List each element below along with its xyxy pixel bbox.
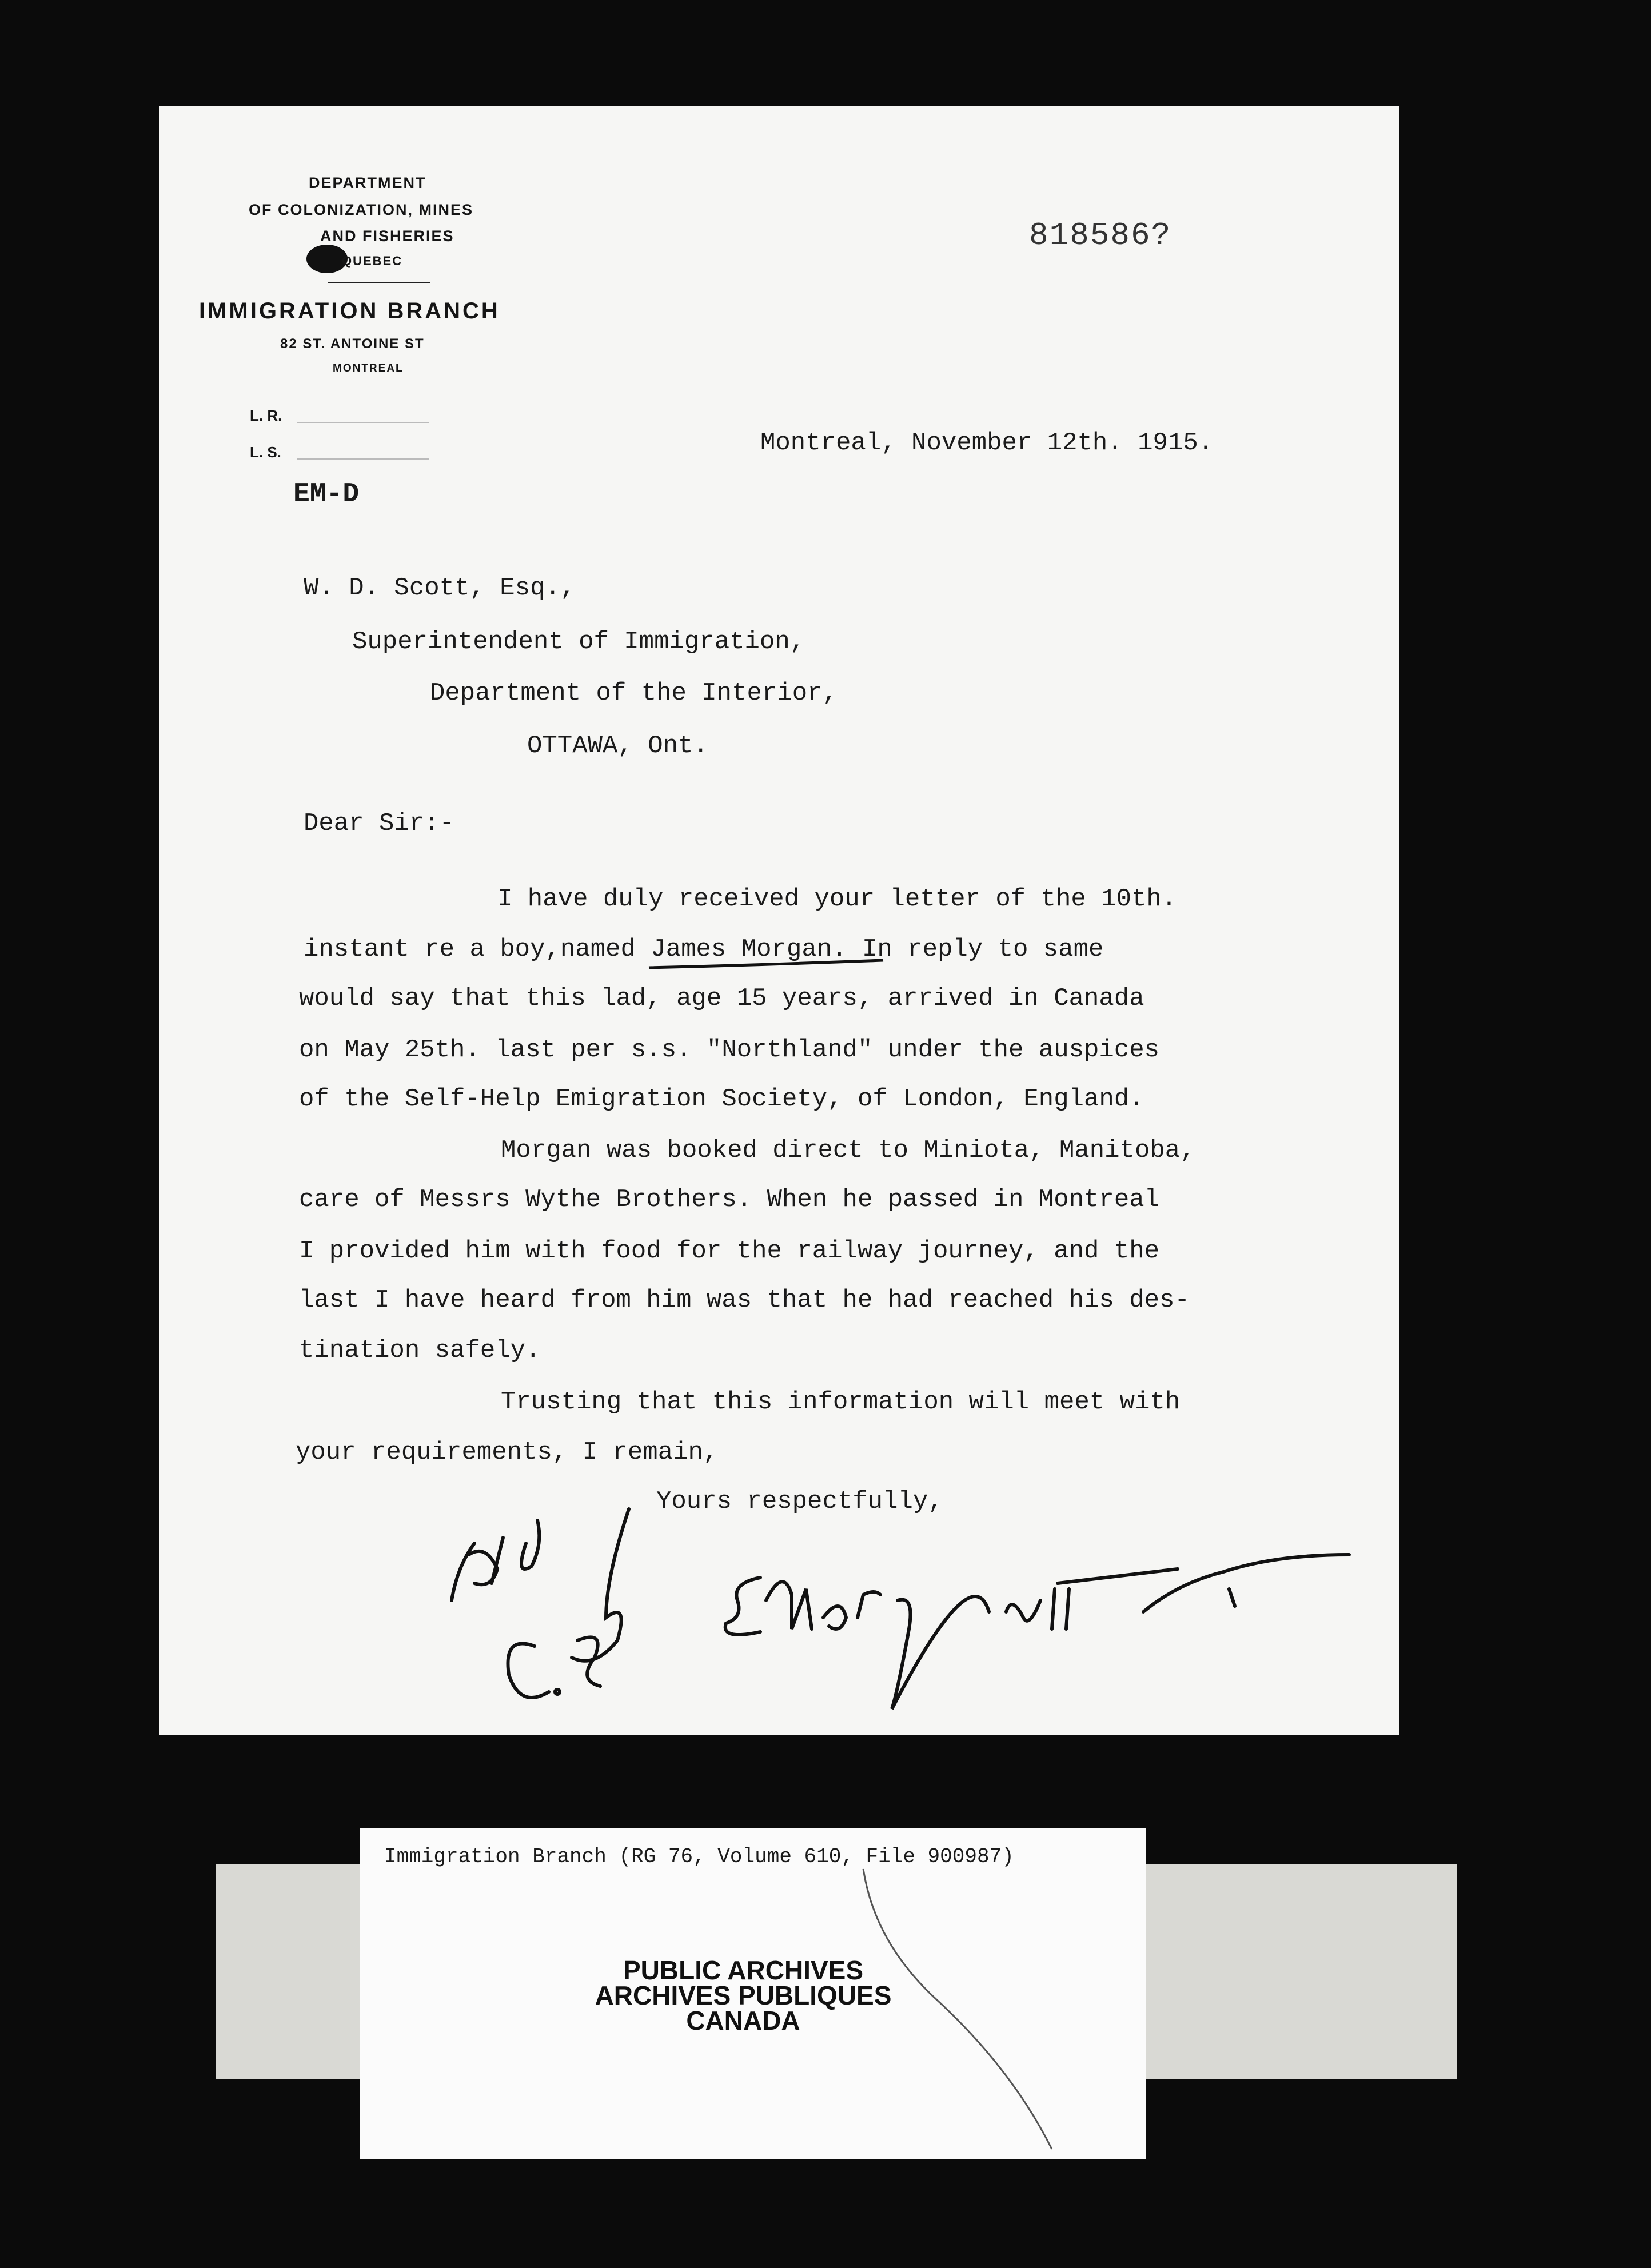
body-line: Trusting that this information will meet with bbox=[501, 1388, 1181, 1416]
salutation: Dear Sir:- bbox=[304, 809, 455, 838]
letterhead-dept-line3: AND FISHERIES bbox=[320, 227, 454, 245]
body-line: last I have heard from him was that he had reached his des- bbox=[299, 1286, 1190, 1315]
letterhead-branch: IMMIGRATION BRANCH bbox=[199, 298, 500, 324]
date-line: Montreal, November 12th. 1915. bbox=[760, 429, 1214, 457]
archive-reference: Immigration Branch (RG 76, Volume 610, File 900987) bbox=[384, 1845, 1014, 1868]
letterhead-dept-line1: DEPARTMENT bbox=[309, 174, 426, 191]
body-line: of the Self-Help Emigration Society, of London, England. bbox=[299, 1085, 1144, 1113]
body-line: would say that this lad, age 15 years, arrived in Canada bbox=[299, 984, 1144, 1013]
letterhead-city: MONTREAL bbox=[333, 362, 404, 374]
archive-stamp-line3: CANADA bbox=[686, 2006, 800, 2035]
lr-label: L. R. bbox=[250, 407, 282, 424]
letterhead-dept-line4: QUEBEC bbox=[342, 254, 403, 268]
body-line: I have duly received your letter of the 10th. bbox=[497, 885, 1177, 913]
body-line: on May 25th. last per s.s. "Northland" under the auspices bbox=[299, 1036, 1160, 1064]
archive-stamp-line1: PUBLIC ARCHIVES bbox=[623, 1955, 863, 1985]
body-line: tination safely. bbox=[299, 1336, 541, 1365]
recipient-title: Superintendent of Immigration, bbox=[352, 628, 805, 656]
recipient-name: W. D. Scott, Esq., bbox=[304, 574, 576, 602]
body-line: Morgan was booked direct to Miniota, Manitoba, bbox=[501, 1136, 1195, 1165]
closing: Yours respectfully, bbox=[656, 1487, 943, 1516]
body-line: care of Messrs Wythe Brothers. When he passed in Montreal bbox=[299, 1185, 1160, 1214]
recipient-department: Department of the Interior, bbox=[430, 679, 838, 708]
reference-code: EM-D bbox=[293, 479, 360, 510]
file-number: 818586? bbox=[1029, 217, 1172, 254]
letterhead-address: 82 ST. ANTOINE ST bbox=[280, 336, 425, 352]
archive-stamp-line2: ARCHIVES PUBLIQUES bbox=[595, 1980, 892, 2010]
body-line: I provided him with food for the railway journey, and the bbox=[299, 1237, 1160, 1265]
body-line: instant re a boy,named James Morgan. In reply to same bbox=[304, 935, 1104, 964]
body-line: your requirements, I remain, bbox=[296, 1438, 719, 1467]
recipient-location: OTTAWA, Ont. bbox=[527, 732, 708, 760]
letterhead-dept-line2: OF COLONIZATION, MINES bbox=[249, 201, 473, 218]
ls-label: L. S. bbox=[250, 444, 281, 461]
